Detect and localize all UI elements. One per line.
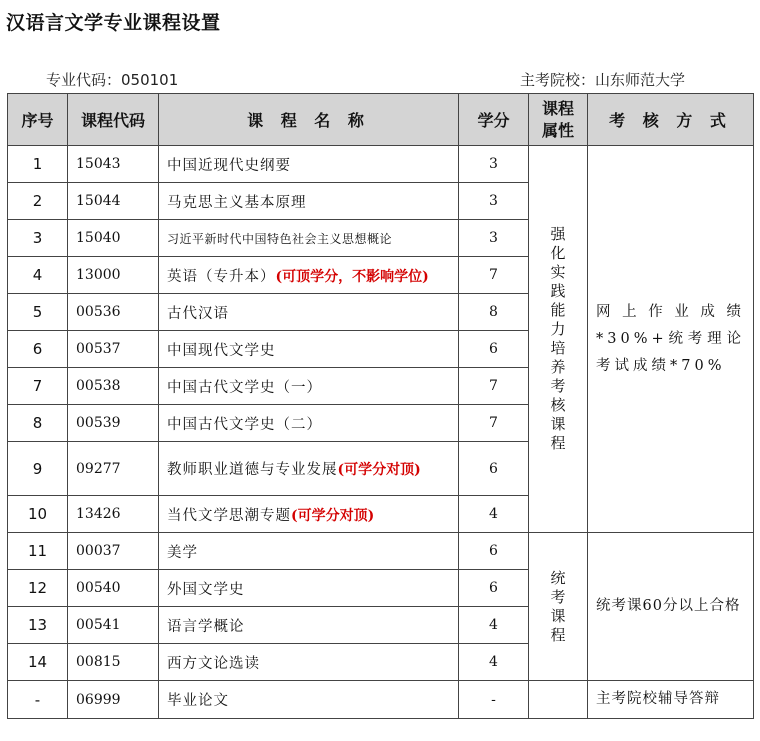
cell-seq: 4 (8, 257, 68, 294)
page-title: 汉语言文学专业课程设置 (6, 12, 221, 34)
cell-course-name (159, 644, 459, 681)
course-table (7, 93, 754, 719)
course-name: 当代文学思潮专题 (167, 507, 291, 524)
cell-code: 13000 (68, 257, 159, 294)
header-name: 课 程 名 称 (159, 94, 459, 146)
cell-code: 15043 (68, 146, 159, 183)
course-name: 马克思主义基本原理 (167, 194, 307, 211)
cell-credit: 6 (459, 331, 529, 368)
cell-credit: 8 (459, 294, 529, 331)
table-row (8, 533, 754, 570)
cell-seq: 10 (8, 496, 68, 533)
course-name: 西方文论选读 (167, 655, 260, 672)
cell-code: 00540 (68, 570, 159, 607)
cell-code: 13426 (68, 496, 159, 533)
cell-seq: 14 (8, 644, 68, 681)
course-name: 中国现代文学史 (167, 342, 276, 359)
major-code: 专业代码：050101 (46, 71, 179, 89)
header-code: 课程代码 (68, 94, 159, 146)
cell-seq: 9 (8, 442, 68, 496)
cell-seq: 2 (8, 183, 68, 220)
cell-credit: 7 (459, 257, 529, 294)
cell-seq: 7 (8, 368, 68, 405)
cell-code: 00539 (68, 405, 159, 442)
cell-credit: 7 (459, 405, 529, 442)
cell-code: 15044 (68, 183, 159, 220)
cell-code: 00541 (68, 607, 159, 644)
cell-seq: 13 (8, 607, 68, 644)
cell-credit: 6 (459, 442, 529, 496)
table-header-row (8, 94, 754, 146)
cell-seq: 5 (8, 294, 68, 331)
cell-code: 15040 (68, 220, 159, 257)
cell-course-name (159, 496, 459, 533)
course-name: 语言学概论 (167, 618, 245, 635)
cell-code: 06999 (68, 681, 159, 719)
cell-course-name (159, 681, 459, 719)
cell-seq: 8 (8, 405, 68, 442)
cell-attr-unified (529, 533, 588, 681)
cell-credit: 6 (459, 570, 529, 607)
header-attr: 课程属性 (529, 94, 588, 146)
cell-attr-practice (529, 146, 588, 533)
cell-assessment-practice: 网上作业成绩*30%+统考理论考试成绩*70% (588, 146, 754, 533)
header-credit: 学分 (459, 94, 529, 146)
cell-seq: 1 (8, 146, 68, 183)
cell-credit: 4 (459, 644, 529, 681)
cell-code: 09277 (68, 442, 159, 496)
cell-assessment-thesis: 主考院校辅导答辩 (588, 681, 754, 719)
course-name: 古代汉语 (167, 305, 229, 322)
course-name: 中国近现代史纲要 (167, 157, 291, 174)
course-note: (可顶学分，不影响学位) (275, 268, 429, 285)
cell-course-name (159, 533, 459, 570)
cell-course-name (159, 331, 459, 368)
attr-unified-text: 统考课程 (550, 568, 566, 644)
course-name: 美学 (167, 544, 198, 561)
cell-seq: 6 (8, 331, 68, 368)
table-row (8, 146, 754, 183)
cell-course-name (159, 183, 459, 220)
cell-course-name (159, 368, 459, 405)
host-school: 主考院校：山东师范大学 (520, 71, 686, 89)
cell-code: 00537 (68, 331, 159, 368)
header-seq: 序号 (8, 94, 68, 146)
cell-credit: 3 (459, 183, 529, 220)
header-assessment: 考 核 方 式 (588, 94, 754, 146)
course-note: (可学分对顶) (291, 507, 375, 524)
cell-course-name (159, 405, 459, 442)
cell-seq: 12 (8, 570, 68, 607)
course-name: 外国文学史 (167, 581, 245, 598)
cell-course-name (159, 570, 459, 607)
cell-course-name (159, 220, 459, 257)
course-name: 中国古代文学史（一） (167, 379, 322, 396)
cell-code: 00536 (68, 294, 159, 331)
cell-attr-thesis (529, 681, 588, 719)
cell-code: 00815 (68, 644, 159, 681)
course-name: 教师职业道德与专业发展 (167, 462, 338, 478)
cell-course-name (159, 294, 459, 331)
cell-credit: 4 (459, 496, 529, 533)
cell-course-name (159, 146, 459, 183)
cell-seq: 11 (8, 533, 68, 570)
attr-practice-text: 强化实践能力培养考核课程 (550, 225, 566, 452)
cell-course-name (159, 607, 459, 644)
course-name: 中国古代文学史（二） (167, 416, 322, 433)
cell-seq: 3 (8, 220, 68, 257)
cell-seq: - (8, 681, 68, 719)
cell-course-name (159, 442, 459, 496)
cell-code: 00538 (68, 368, 159, 405)
course-name: 毕业论文 (167, 693, 229, 709)
table-row (8, 681, 754, 719)
course-note: (可学分对顶) (337, 462, 421, 478)
cell-code: 00037 (68, 533, 159, 570)
cell-credit: 3 (459, 220, 529, 257)
cell-credit: - (459, 681, 529, 719)
cell-credit: 6 (459, 533, 529, 570)
cell-credit: 7 (459, 368, 529, 405)
course-name: 英语（专升本） (167, 268, 276, 285)
cell-credit: 4 (459, 607, 529, 644)
cell-assessment-unified: 统考课60分以上合格 (588, 533, 754, 681)
cell-course-name (159, 257, 459, 294)
cell-credit: 3 (459, 146, 529, 183)
course-name: 习近平新时代中国特色社会主义思想概论 (167, 231, 393, 246)
